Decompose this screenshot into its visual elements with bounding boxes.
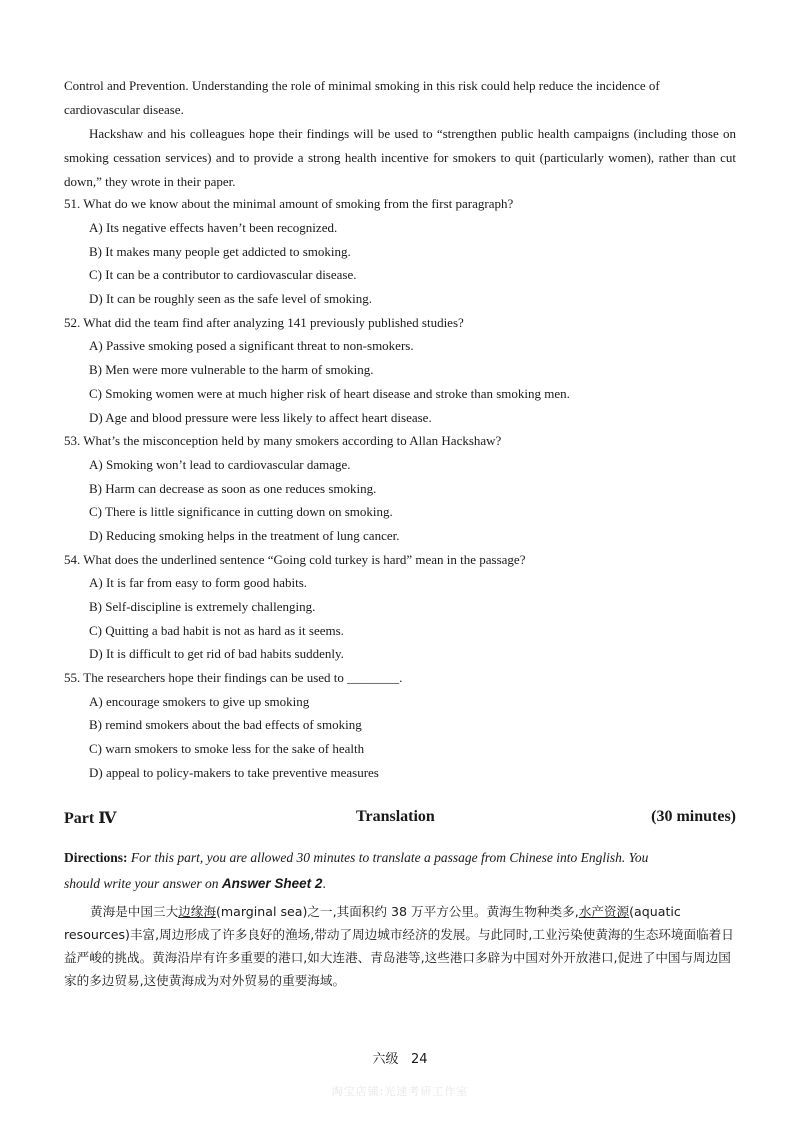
- question-51-option-c: C) It can be a contributor to cardiovascular disease.: [89, 267, 357, 282]
- translation-passage: [64, 900, 736, 992]
- question-53-option-a: A) Smoking won’t lead to cardiovascular damage.: [89, 457, 351, 472]
- passage-paragraph-2: Hackshaw and his colleagues hope their findings will be used to “strengthen public health campaigns (including those on smoking cessation services) and to provide a strong health incentive for smokers to quit (particularly women), rather than cut down,” they wrote in their paper.: [64, 126, 736, 189]
- directions-text-1: For this part, you are allowed 30 minutes to translate a passage from Chinese into English. You: [130, 850, 649, 865]
- directions-end: .: [322, 876, 326, 891]
- directions-line-1: [64, 850, 736, 866]
- translation-term-aquatic-resources: 水产资源: [578, 904, 630, 919]
- translation-text-2: (marginal sea)之一,其面积约 38 万平方公里。黄海生物种类多,: [215, 904, 579, 919]
- part-label: Part Ⅳ: [64, 810, 117, 827]
- question-52-stem: 52. What did the team find after analyzing 141 previously published studies?: [64, 315, 464, 330]
- page-footer: [0, 1048, 800, 1067]
- footer-level: 六级: [372, 1052, 399, 1067]
- question-53-stem: 53. What’s the misconception held by many smokers according to Allan Hackshaw?: [64, 433, 502, 448]
- answer-sheet-label: Answer Sheet 2: [221, 876, 323, 891]
- question-52-option-d: D) Age and blood pressure were less likely to affect heart disease.: [89, 410, 432, 425]
- question-51-option-b: B) It makes many people get addicted to smoking.: [89, 244, 351, 259]
- question-55-option-d: D) appeal to policy-makers to take preventive measures: [89, 765, 379, 780]
- question-54-option-b: B) Self-discipline is extremely challenging.: [89, 599, 316, 614]
- question-54-option-c: C) Quitting a bad habit is not as hard as it seems.: [89, 623, 344, 638]
- watermark: 淘宝店铺:光速考研工作室: [331, 1085, 469, 1098]
- question-52-option-b: B) Men were more vulnerable to the harm of smoking.: [89, 362, 374, 377]
- part-header: [64, 808, 736, 832]
- part-title: Translation: [356, 808, 435, 825]
- question-55-stem: 55. The researchers hope their findings can be used to ________.: [64, 670, 403, 685]
- question-54-stem: 54. What does the underlined sentence “Going cold turkey is hard” mean in the passage?: [64, 552, 526, 567]
- directions-line-2: [64, 876, 736, 892]
- question-53-option-d: D) Reducing smoking helps in the treatment of lung cancer.: [89, 528, 400, 543]
- passage-line-2: cardiovascular disease.: [64, 102, 184, 117]
- question-53-option-c: C) There is little significance in cutting down on smoking.: [89, 504, 393, 519]
- question-51-option-a: A) Its negative effects haven’t been recognized.: [89, 220, 338, 235]
- part-time: (30 minutes): [651, 808, 736, 825]
- page-number: 24: [410, 1052, 428, 1067]
- question-52-option-c: C) Smoking women were at much higher risk of heart disease and stroke than smoking men.: [89, 386, 570, 401]
- question-55-option-a: A) encourage smokers to give up smoking: [89, 694, 310, 709]
- question-52-option-a: A) Passive smoking posed a significant threat to non-smokers.: [89, 338, 414, 353]
- question-55-option-c: C) warn smokers to smoke less for the sake of health: [89, 741, 365, 756]
- translation-term-marginal-sea: 边缘海: [178, 904, 216, 919]
- question-54-option-d: D) It is difficult to get rid of bad habits suddenly.: [89, 646, 344, 661]
- question-55-option-b: B) remind smokers about the bad effects of smoking: [89, 717, 362, 732]
- question-54-option-a: A) It is far from easy to form good habits.: [89, 575, 308, 590]
- directions-label: Directions:: [64, 850, 128, 865]
- directions-text-2: should write your answer on: [64, 876, 219, 891]
- passage-line-1: Control and Prevention. Understanding the role of minimal smoking in this risk could help reduce the incidence of: [64, 78, 660, 93]
- translation-text-3: (aquatic resources)丰富,周边形成了许多良好的渔场,带动了周边城市经济的发展。与此同时,工业污染使黄海的生态环境面临着日益严峻的挑战。黄海沿岸有许多重要的港口,如大连港、青岛港等,这些港口多辟为中国对外开放港口,促进了中国与周边国家的多边贸易,这使黄海成为对外贸易的重要海域。: [64, 904, 734, 988]
- question-53-option-b: B) Harm can decrease as soon as one reduces smoking.: [89, 481, 377, 496]
- question-51-stem: 51. What do we know about the minimal amount of smoking from the first paragraph?: [64, 196, 514, 211]
- question-51-option-d: D) It can be roughly seen as the safe level of smoking.: [89, 291, 373, 306]
- translation-text-1: 黄海是中国三大: [90, 904, 179, 919]
